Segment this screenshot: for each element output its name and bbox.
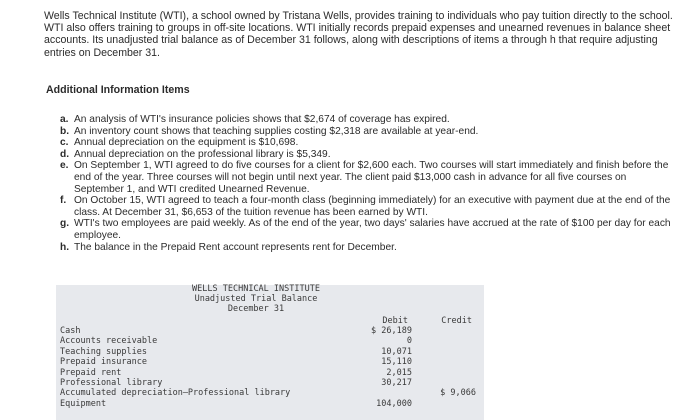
account-name: Accounts receivable (60, 336, 158, 347)
item-letter: a. (60, 114, 69, 125)
account-name: Equipment (60, 398, 107, 409)
list-item (60, 242, 672, 254)
list-item (60, 218, 672, 241)
debit-amount: $ 26,189 (371, 326, 412, 336)
trial-balance-heading (156, 285, 356, 314)
table-row (60, 388, 480, 398)
problem-intro: Wells Technical Institute (WTI), a school owned by Tristana Wells, provides training to individuals who pay tuition directly to the school. WTI also offers training to groups in off-site locations. WTI initially records prepaid expenses and unearned revenues in balance sheet accounts. Its unadjusted trial balance as of December 31 follows, along with descriptions of items a through h that require adjusting entries on December 31. (44, 10, 673, 59)
debit-amount: 30,217 (381, 377, 412, 388)
credit-amount: $ 9,066 (440, 388, 476, 399)
item-letter: f. (60, 195, 67, 207)
item-text: The balance in the Prepaid Rent account represents rent for December. (74, 241, 397, 253)
list-item (60, 149, 672, 161)
list-item (60, 160, 672, 195)
account-name: Prepaid rent (60, 367, 122, 378)
account-name: Teaching supplies (60, 346, 147, 357)
table-row (60, 399, 480, 409)
debit-amount: 15,110 (381, 357, 412, 368)
item-text: On October 15, WTI agreed to teach a four-month class (beginning immediately) for an executive with payment due at the end of the class. At December 31, $6,653 of the tuition revenue has been earned by WTI. (74, 195, 671, 218)
table-row (60, 326, 480, 336)
debit-amount: 104,000 (376, 398, 412, 409)
item-text: An inventory count shows that teaching supplies costing $2,318 are available at year-end. (74, 125, 479, 137)
item-letter: h. (60, 241, 70, 253)
account-name: Cash (60, 326, 81, 336)
debit-column-header: Debit (382, 316, 408, 326)
trial-balance-rows (60, 326, 480, 409)
item-text: On September 1, WTI agreed to do five courses for a client for $2,600 each. Two courses will start immediately and finish before the end of the year. Three courses will not begin until next year. The client paid $13,000 cash in advance for all five courses on September 1, and WTI credited Unearned Revenue. (74, 160, 669, 195)
table-row (60, 378, 480, 388)
debit-amount: 10,071 (381, 346, 412, 357)
statement-name: Unadjusted Trial Balance (194, 293, 318, 304)
account-name: Professional library (60, 377, 163, 388)
item-letter: c. (60, 137, 69, 149)
list-item (60, 137, 672, 149)
item-text: Annual depreciation on the equipment is $10,698. (74, 137, 299, 149)
table-row (60, 368, 480, 378)
item-letter: e. (60, 160, 69, 172)
trial-balance-table (56, 285, 484, 420)
credit-column-header: Credit (441, 316, 472, 326)
item-text: An analysis of WTI's insurance policies shows that $2,674 of coverage has expired. (74, 114, 450, 125)
list-item (60, 114, 672, 126)
additional-info-heading: Additional Information Items (46, 84, 190, 96)
item-letter: d. (60, 148, 70, 160)
debit-amount: 2,015 (386, 367, 412, 378)
item-text: Annual depreciation on the professional library is $5,349. (74, 148, 331, 160)
account-name: Accumulated depreciation—Professional library (60, 388, 291, 399)
debit-amount: 0 (406, 336, 412, 347)
list-item (60, 195, 672, 218)
table-row (60, 336, 480, 346)
list-item (60, 126, 672, 138)
table-row (60, 347, 480, 357)
company-name: WELLS TECHNICAL INSTITUTE (192, 284, 320, 294)
table-row (60, 357, 480, 367)
item-letter: g. (60, 218, 70, 230)
additional-info-list (60, 114, 672, 253)
item-letter: b. (60, 125, 70, 137)
account-name: Prepaid insurance (60, 357, 147, 368)
statement-date: December 31 (227, 303, 285, 314)
item-text: WTI's two employees are paid weekly. As of the end of the year, two days' salaries have accrued at the rate of $100 per day for each employee. (74, 218, 671, 241)
